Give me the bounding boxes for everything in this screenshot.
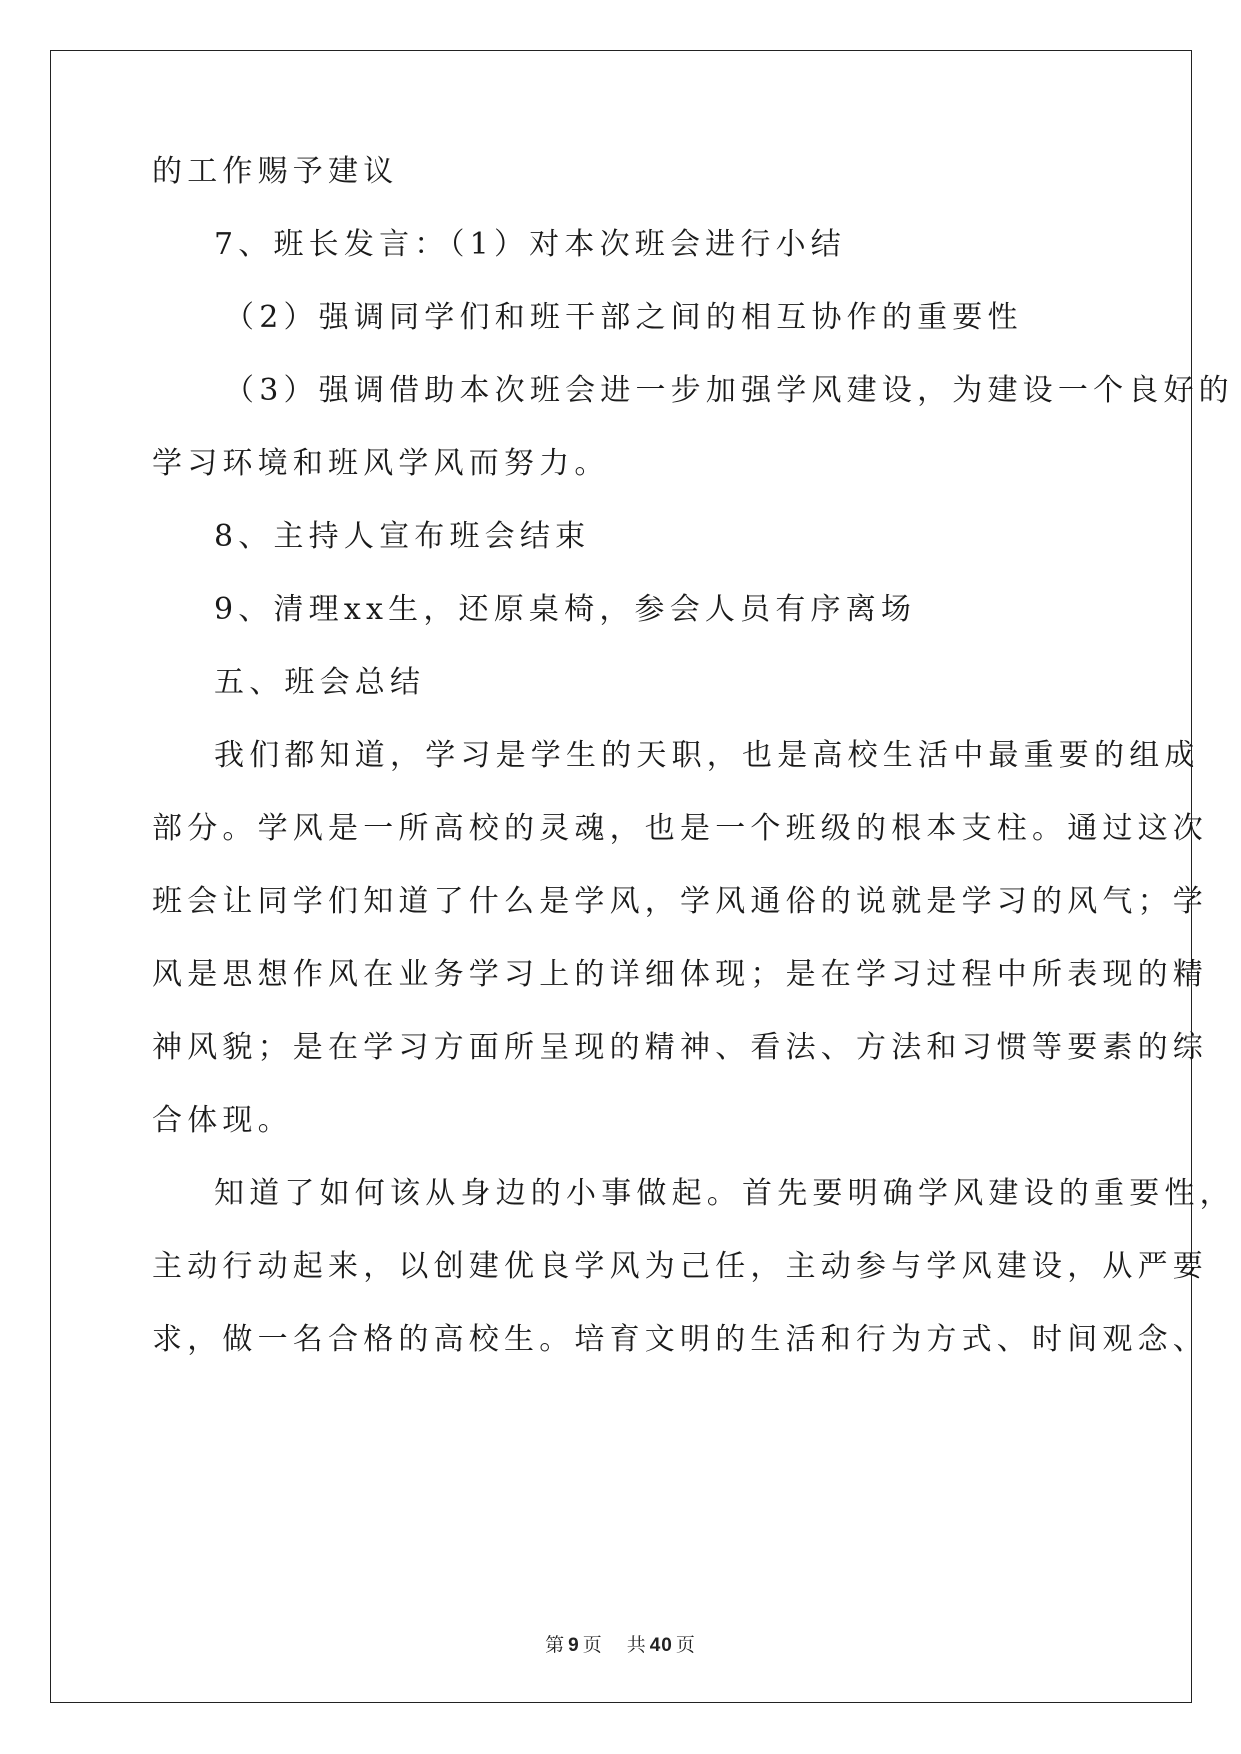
footer-page-number: 9: [568, 1635, 580, 1656]
text-line: 求，做一名合格的高校生。培育文明的生活和行为方式、时间观念、: [152, 1322, 1208, 1357]
page-footer: [0, 1630, 1241, 1657]
text-line: 班会让同学们知道了什么是学风，学风通俗的说就是学习的风气；学: [152, 884, 1208, 919]
text-line: 我们都知道，学习是学生的天职，也是高校生活中最重要的组成: [214, 738, 1200, 773]
text-line: 9、清理xx生，还原桌椅，参会人员有序离场: [214, 592, 917, 627]
footer-page-suffix: 页: [582, 1634, 603, 1656]
footer-total-prefix: 共: [626, 1634, 647, 1656]
text-line: 学习环境和班风学风而努力。: [152, 446, 610, 481]
text-line: 部分。学风是一所高校的灵魂，也是一个班级的根本支柱。通过这次: [152, 811, 1208, 846]
footer-total-pages: 40: [649, 1635, 673, 1656]
text-line: （2）强调同学们和班干部之间的相互协作的重要性: [224, 300, 1023, 335]
text-line: 8、主持人宣布班会结束: [214, 519, 591, 554]
text-line: 7、班长发言：（1）对本次班会进行小结: [214, 227, 846, 262]
footer-total-suffix: 页: [675, 1634, 696, 1656]
text-line: 知道了如何该从身边的小事做起。首先要明确学风建设的重要性，: [214, 1176, 1235, 1211]
footer-prefix: 第: [545, 1634, 566, 1656]
text-line: （3）强调借助本次班会进一步加强学风建设，为建设一个良好的: [224, 373, 1234, 408]
text-line: 主动行动起来，以创建优良学风为己任，主动参与学风建设，从严要: [152, 1249, 1208, 1284]
text-line: 的工作赐予建议: [152, 154, 399, 189]
text-line: 五、班会总结: [214, 665, 426, 700]
text-line: 风是思想作风在业务学习上的详细体现；是在学习过程中所表现的精: [152, 957, 1208, 992]
text-line: 神风貌；是在学习方面所呈现的精神、看法、方法和习惯等要素的综: [152, 1030, 1208, 1065]
text-line: 合体现。: [152, 1103, 293, 1138]
